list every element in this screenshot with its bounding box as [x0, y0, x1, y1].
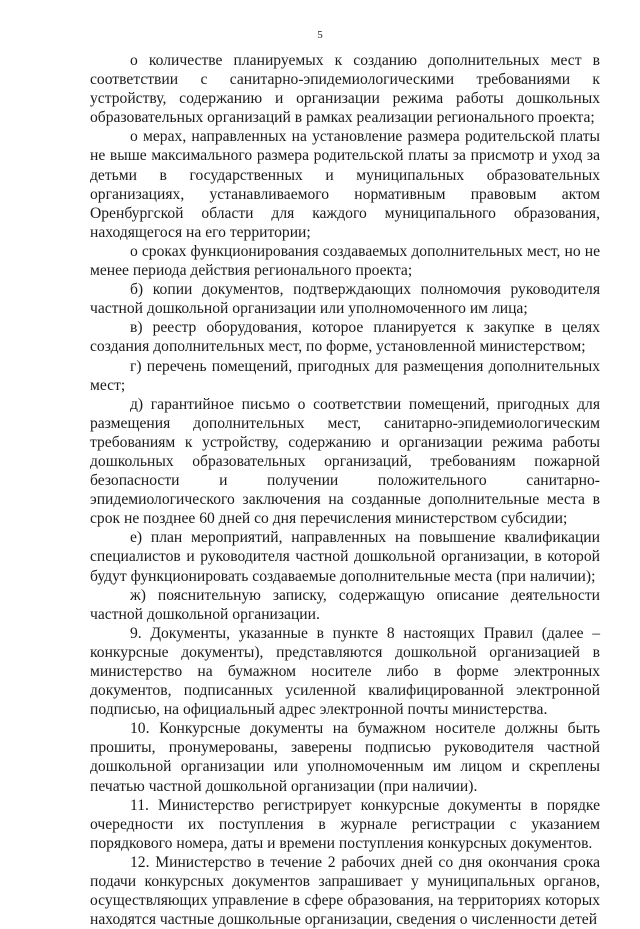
paragraph-clause-12: 12. Министерство в течение 2 рабочих дней со дня окончания срока подачи конкурсных документов запрашивает у муниципальных органов, осуществляющих управление в сфере образования, на территориях которых находятся частные дошкольные организации, сведения о численности детей — [90, 853, 600, 929]
page-number: 5 — [317, 29, 323, 41]
paragraph-item-d: д) гарантийное письмо о соответствии помещений, пригодных для размещения дополнительных мест, санитарно-эпидемиологическим требованиям к устройству, содержанию и организации режима работы дошкольных образовательных организаций, требованиям пожарной безопасности и получении положительного санитарно-эпидемиологического заключения на созданные дополнительные места в срок не позднее 60 дней со дня перечисления министерством субсидии; — [90, 395, 600, 528]
paragraph-item-zh: ж) пояснительную записку, содержащую описание деятельности частной дошкольной организации. — [90, 586, 600, 623]
paragraph-item-e: е) план мероприятий, направленных на повышение квалификации специалистов и руководителя частной дошкольной организации, в которой будут функционировать создаваемые дополнительные места (при наличии); — [90, 529, 600, 585]
paragraph-clause-10: 10. Конкурсные документы на бумажном носителе должны быть прошиты, пронумерованы, заверены подписью руководителя частной дошкольной организации или уполномоченным им лицом и скреплены печатью частной дошкольной организации (при наличии). — [90, 720, 600, 795]
document-body — [90, 51, 600, 929]
paragraph-operation-terms: о сроках функционирования создаваемых дополнительных мест, но не менее периода действия регионального проекта; — [90, 242, 600, 280]
paragraph-clause-11: 11. Министерство регистрирует конкурсные документы в порядке очередности их поступления в журнале регистрации с указанием порядкового номера, даты и времени поступления конкурсных документов. — [90, 796, 600, 852]
paragraph-item-v: в) реестр оборудования, которое планируется к закупке в целях создания дополнительных мест, по форме, установленной министерством; — [90, 319, 600, 356]
paragraph-parental-fee: о мерах, направленных на установление размера родительской платы не выше максимального размера родительской платы за присмотр и уход за детьми в государственных и муниципальных образовательных организациях, устанавливаемого нормативным правовым актом Оренбургской области для каждого муниципального образования, находящегося на его территории; — [90, 128, 600, 241]
paragraph-item-g: г) перечень помещений, пригодных для размещения дополнительных мест; — [90, 357, 600, 394]
paragraph-item-b: б) копии документов, подтверждающих полномочия руководителя частной дошкольной организации или уполномоченного им лица; — [90, 281, 600, 318]
paragraph-clause-9: 9. Документы, указанные в пункте 8 настоящих Правил (далее – конкурсные документы), представляются дошкольной организацией в министерство на бумажном носителе либо в форме электронных документов, подписанных усиленной квалифицированной электронной подписью, на официальный адрес электронной почты министерства. — [90, 624, 600, 719]
paragraph-places-count: о количестве планируемых к созданию дополнительных мест в соответствии с санитарно-эпидемиологическими требованиями к устройству, содержанию и организации режима работы дошкольных образовательных организаций в рамках реализации регионального проекта; — [90, 52, 600, 127]
